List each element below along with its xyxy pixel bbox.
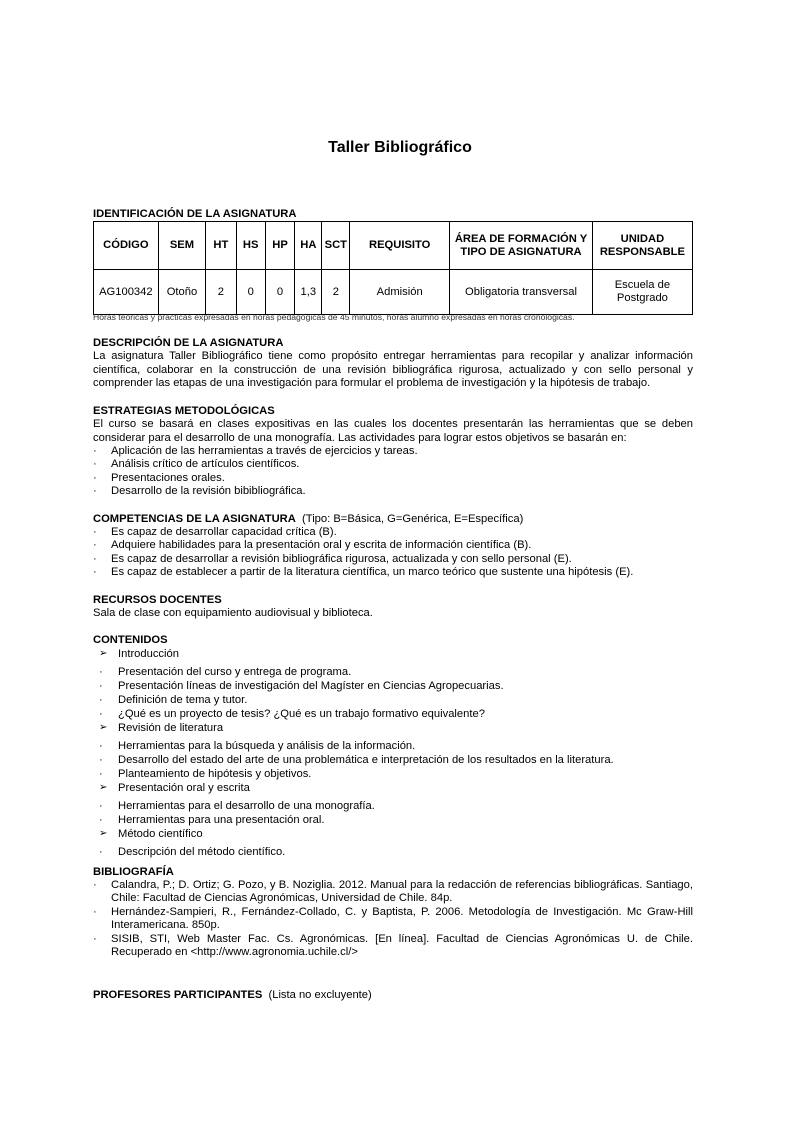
header-ha: HA bbox=[295, 222, 322, 270]
cell-hp: 0 bbox=[265, 270, 294, 315]
identificacion-table bbox=[93, 221, 693, 315]
topic-revision: ➢ Revisión de literatura bbox=[93, 721, 693, 736]
competencias-subheading: (Tipo: B=Básica, G=Genérica, E=Específica) bbox=[302, 513, 524, 525]
profesores-subheading: (Lista no excluyente) bbox=[268, 989, 372, 1001]
list-item: · Hernández-Sampieri, R., Fernández-Collado, C. y Baptista, P. 2006. Metodología de Investigación. Mc Graw-Hill Interamericana. 850p. bbox=[93, 906, 693, 933]
list-item: · Herramientas para la búsqueda y análisis de la información. bbox=[93, 739, 693, 753]
list-item: · Definición de tema y tutor. bbox=[93, 693, 693, 707]
topic-introduccion: ➢ Introducción bbox=[93, 647, 693, 662]
recursos-section bbox=[93, 594, 693, 621]
topic-presentacion: ➢ Presentación oral y escrita bbox=[93, 781, 693, 796]
cell-unidad: Escuela de Postgrado bbox=[592, 270, 692, 315]
topic-metodo: ➢ Método científico bbox=[93, 827, 693, 842]
estrategias-list bbox=[93, 445, 693, 499]
estrategias-heading: ESTRATEGIAS METODOLÓGICAS bbox=[93, 405, 275, 417]
competencias-section bbox=[93, 513, 693, 580]
recursos-heading: RECURSOS DOCENTES bbox=[93, 594, 222, 606]
table-row bbox=[94, 270, 693, 315]
list-item: · ¿Qué es un proyecto de tesis? ¿Qué es un trabajo formativo equivalente? bbox=[93, 707, 693, 721]
header-ht: HT bbox=[206, 222, 236, 270]
competencias-list bbox=[93, 526, 693, 580]
hours-note: Horas teóricas y prácticas expresadas en horas pedagógicas de 45 minutos, horas alumno expresadas en horas cronológicas. bbox=[93, 312, 575, 322]
list-item: · Análisis crítico de artículos científicos. bbox=[93, 458, 693, 471]
list-item: · Herramientas para el desarrollo de una monografía. bbox=[93, 799, 693, 813]
list-item: · Es capaz de desarrollar capacidad crítica (B). bbox=[93, 526, 693, 539]
cell-ha: 1,3 bbox=[295, 270, 322, 315]
cell-ht: 2 bbox=[206, 270, 236, 315]
list-item: · Presentación del curso y entrega de programa. bbox=[93, 665, 693, 679]
cell-requisito: Admisión bbox=[350, 270, 450, 315]
profesores-heading-line bbox=[93, 989, 693, 1002]
estrategias-section bbox=[93, 405, 693, 499]
list-item: · Presentación líneas de investigación del Magíster en Ciencias Agropecuarias. bbox=[93, 679, 693, 693]
list-item: · SISIB, STI, Web Master Fac. Cs. Agronómicas. [En línea]. Facultad de Ciencias Agronómicas U. de Chile. Recuperado en <http://www.agronomia.uchile.cl/> bbox=[93, 933, 693, 960]
list-item: · Descripción del método científico. bbox=[93, 845, 693, 859]
cell-codigo: AG100342 bbox=[94, 270, 159, 315]
competencias-heading-line bbox=[93, 513, 693, 526]
header-hs: HS bbox=[236, 222, 265, 270]
descripcion-section bbox=[93, 337, 693, 391]
list-item: · Herramientas para una presentación oral. bbox=[93, 813, 693, 827]
bibliografia-list bbox=[93, 879, 693, 959]
descripcion-heading: DESCRIPCIÓN DE LA ASIGNATURA bbox=[93, 337, 284, 349]
profesores-section bbox=[93, 989, 693, 1002]
header-hp: HP bbox=[265, 222, 294, 270]
cell-area: Obligatoria transversal bbox=[450, 270, 593, 315]
contenidos-list bbox=[93, 647, 693, 859]
descripcion-text: La asignatura Taller Bibliográfico tiene como propósito entregar herramientas para recopilar y analizar información científica, colaborar en la construcción de una revisión bibliográfica rigurosa, actualizado y con sello personal y comprender las etapas de una investigación para formular el problema de investigación y la hipótesis de trabajo. bbox=[93, 350, 693, 389]
recursos-text: Sala de clase con equipamiento audiovisual y biblioteca. bbox=[93, 607, 373, 619]
list-item: · Desarrollo de la revisión bibibliográfica. bbox=[93, 485, 693, 498]
bibliografia-section bbox=[93, 866, 693, 959]
cell-sct: 2 bbox=[322, 270, 350, 315]
list-item: · Es capaz de establecer a partir de la literatura científica, un marco teórico que sustente una hipótesis (E). bbox=[93, 566, 693, 579]
header-sct: SCT bbox=[322, 222, 350, 270]
estrategias-text: El curso se basará en clases expositivas en las cuales los docentes presentarán las herramientas que se deben considerar para el desarrollo de una monografía. Las actividades para lograr estos objetivos se basarán en: bbox=[93, 418, 693, 444]
header-area: ÁREA DE FORMACIÓN Y TIPO DE ASIGNATURA bbox=[450, 222, 593, 270]
identificacion-heading: IDENTIFICACIÓN DE LA ASIGNATURA bbox=[93, 208, 297, 220]
competencias-heading: COMPETENCIAS DE LA ASIGNATURA bbox=[93, 513, 296, 525]
document-title: Taller Bibliográfico bbox=[328, 139, 472, 156]
list-item: · Aplicación de las herramientas a través de ejercicios y tareas. bbox=[93, 445, 693, 458]
list-item: · Presentaciones orales. bbox=[93, 472, 693, 485]
bibliografia-heading: BIBLIOGRAFÍA bbox=[93, 866, 174, 878]
header-unidad: UNIDAD RESPONSABLE bbox=[592, 222, 692, 270]
profesores-heading: PROFESORES PARTICIPANTES bbox=[93, 989, 263, 1001]
header-requisito: REQUISITO bbox=[350, 222, 450, 270]
contenidos-section bbox=[93, 634, 693, 859]
table-header-row bbox=[94, 222, 693, 270]
list-item: · Es capaz de desarrollar a revisión bibliográfica rigurosa, actualizada y con sello personal (E). bbox=[93, 553, 693, 566]
list-item: · Calandra, P.; D. Ortiz; G. Pozo, y B. Noziglia. 2012. Manual para la redacción de referencias bibliográficas. Santiago, Chile: Facultad de Ciencias Agronómicas, Universidad de Chile. 84p. bbox=[93, 879, 693, 906]
cell-hs: 0 bbox=[236, 270, 265, 315]
cell-sem: Otoño bbox=[158, 270, 206, 315]
header-codigo: CÓDIGO bbox=[94, 222, 159, 270]
list-item: · Adquiere habilidades para la presentación oral y escrita de información científica (B). bbox=[93, 539, 693, 552]
list-item: · Desarrollo del estado del arte de una problemática e interpretación de los resultados en la literatura. bbox=[93, 753, 693, 767]
header-sem: SEM bbox=[158, 222, 206, 270]
contenidos-heading: CONTENIDOS bbox=[93, 634, 168, 646]
list-item: · Planteamiento de hipótesis y objetivos. bbox=[93, 767, 693, 781]
